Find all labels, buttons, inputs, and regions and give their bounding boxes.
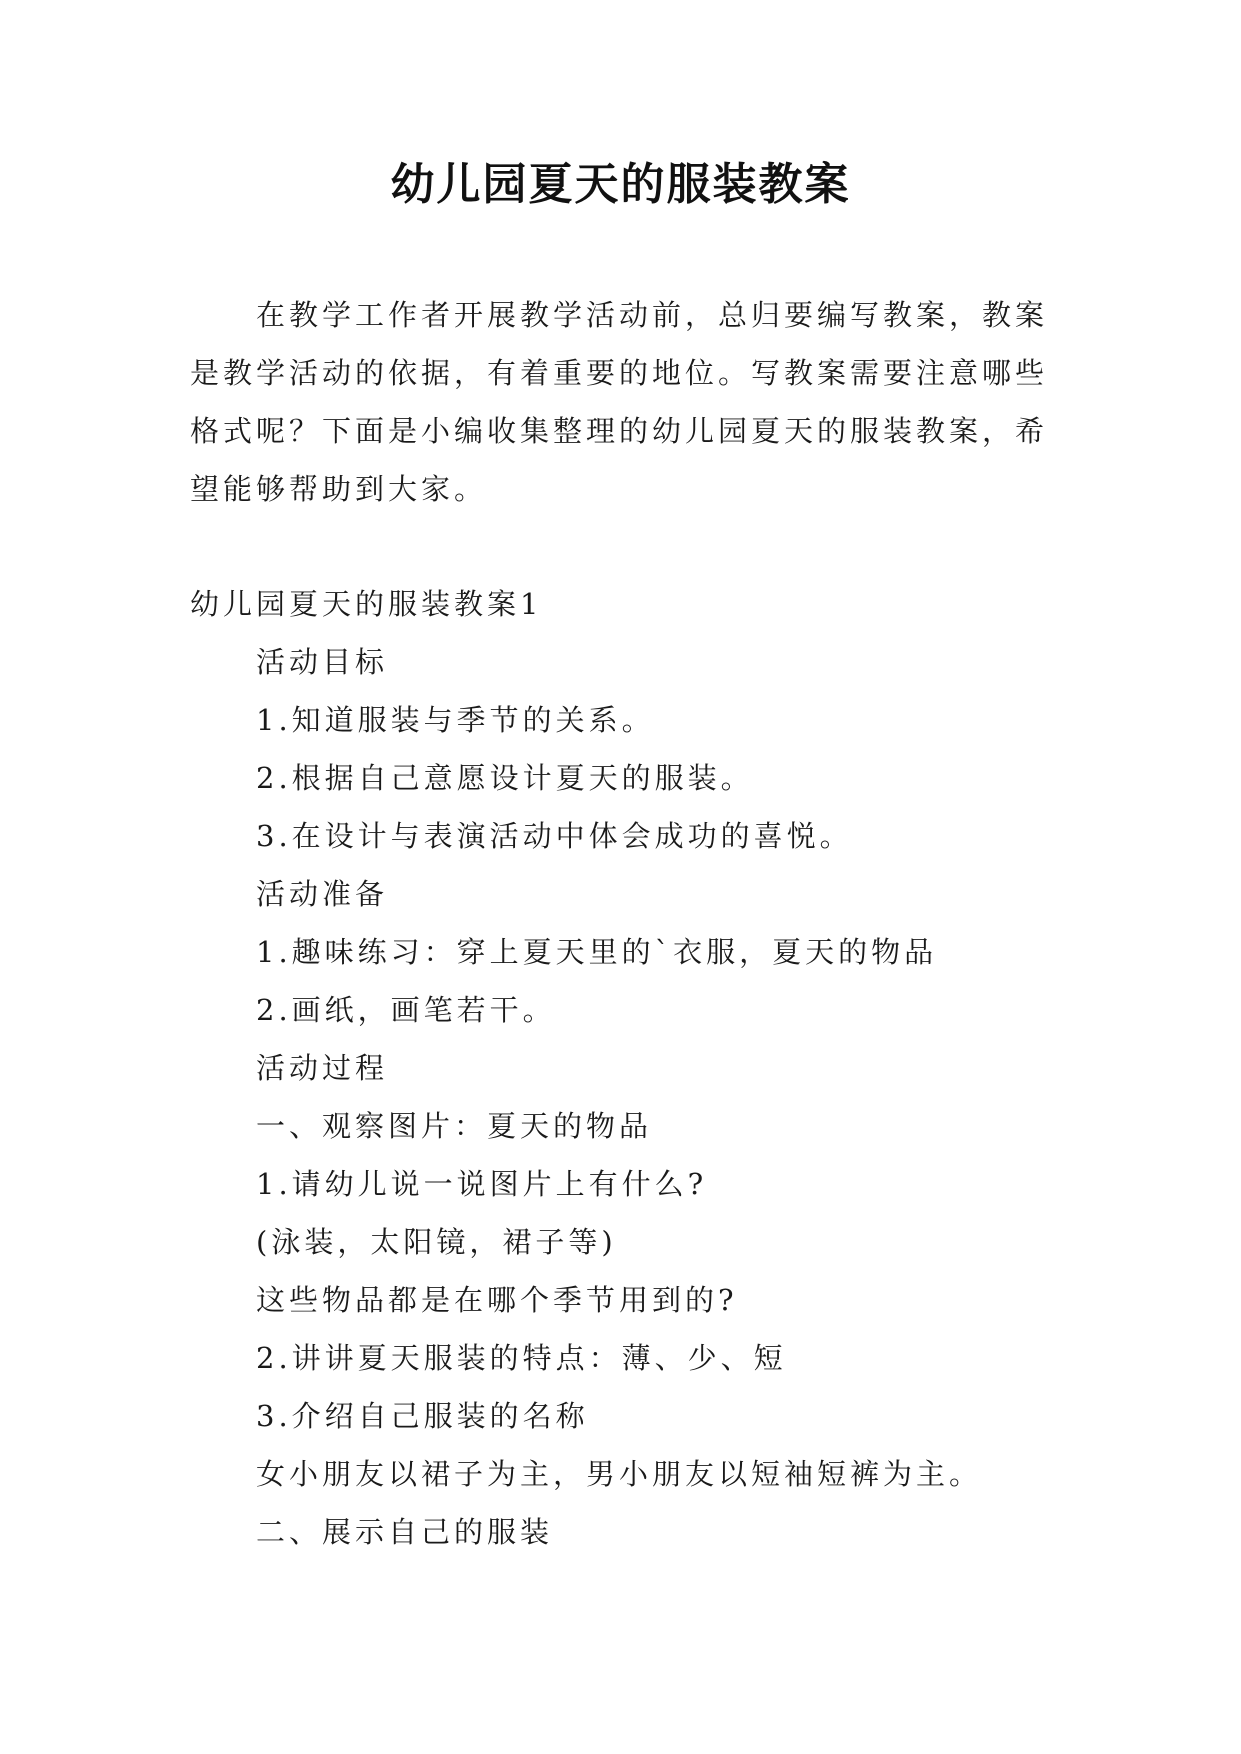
subheading-activity-preparation: 活动准备 bbox=[256, 877, 389, 911]
list-item: 1.知道服装与季节的关系。 bbox=[256, 703, 655, 737]
step-heading: 一、观察图片：夏天的物品 bbox=[256, 1109, 653, 1143]
step-heading: 二、展示自己的服装 bbox=[256, 1515, 554, 1549]
body-line: (泳装，太阳镜，裙子等) bbox=[256, 1225, 617, 1259]
intro-paragraph: 在教学工作者开展教学活动前，总归要编写教案，教案是教学活动的依据，有着重要的地位。写教案需要注意哪些格式呢？下面是小编收集整理的幼儿园夏天的服装教案，希望能够帮助到大家。 bbox=[190, 298, 1049, 506]
list-item: 3.在设计与表演活动中体会成功的喜悦。 bbox=[256, 819, 853, 853]
list-item: 1.请幼儿说一说图片上有什么? bbox=[256, 1167, 708, 1201]
list-item: 1.趣味练习：穿上夏天里的`衣服，夏天的物品 bbox=[256, 935, 938, 969]
body-line: 女小朋友以裙子为主，男小朋友以短袖短裤为主。 bbox=[256, 1457, 983, 1491]
list-item: 2.画纸，画笔若干。 bbox=[256, 993, 556, 1027]
list-item: 3.介绍自己服装的名称 bbox=[256, 1399, 589, 1433]
list-item: 2.根据自己意愿设计夏天的服装。 bbox=[256, 761, 754, 795]
list-item: 2.讲讲夏天服装的特点：薄、少、短 bbox=[256, 1341, 787, 1375]
body-line: 这些物品都是在哪个季节用到的? bbox=[256, 1283, 738, 1317]
subheading-activity-process: 活动过程 bbox=[256, 1051, 389, 1085]
document-title: 幼儿园夏天的服装教案 bbox=[390, 159, 851, 210]
subheading-activity-goals: 活动目标 bbox=[256, 645, 389, 679]
lesson-plan-section bbox=[190, 575, 1054, 1561]
section-heading: 幼儿园夏天的服装教案1 bbox=[190, 587, 543, 621]
